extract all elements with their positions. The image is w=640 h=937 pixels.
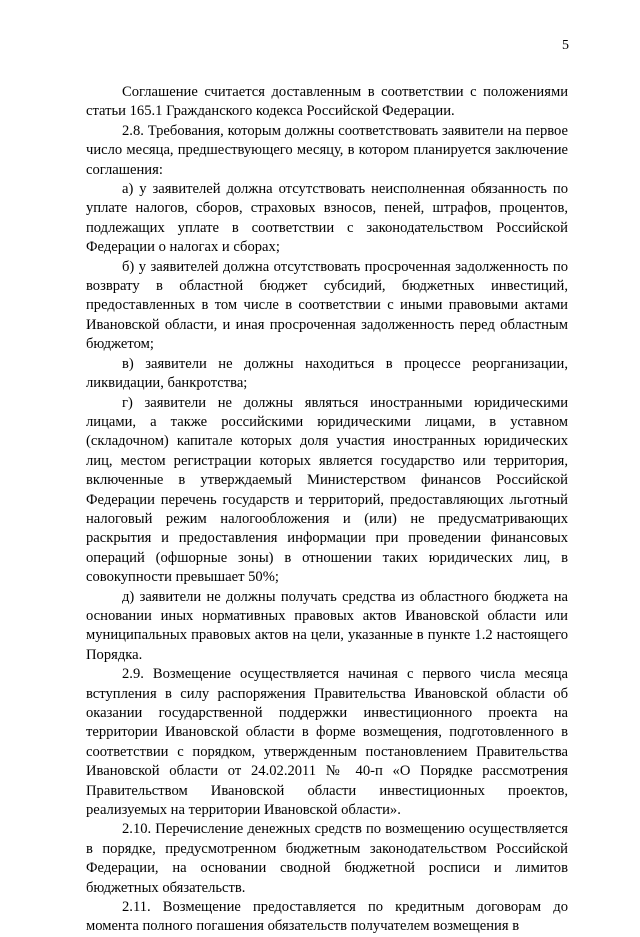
paragraph-requirement-d: д) заявители не должны получать средства из областного бюджета на основании иных нормативных правовых актов Ивановской области или муниципальных правовых актов на цели, указанные в пункте 1.2 настоящего Порядка. xyxy=(86,588,568,663)
document-body xyxy=(86,83,568,937)
paragraph-delivery: Соглашение считается доставленным в соответствии с положениями статьи 165.1 Гражданского кодекса Российской Федерации. xyxy=(86,84,568,120)
paragraph-requirement-g: г) заявители не должны являться иностранными юридическими лицами, а также российскими юридическими лицами, в уставном (складочном) капитале которых доля участия иностранных юридических лиц, местом регистрации которых является государство или территория, включенные в утверждаемый Министерством финансов Российской Федерации перечень государств и территорий, предоставляющих льготный налоговый режим налогообложения и (или) не предусматривающих раскрытия и предоставления информации при проведении финансовых операций (офшорные зоны) в отношении таких юридических лиц, в совокупности превышает 50%; xyxy=(86,394,568,586)
paragraph-2-11: 2.11. Возмещение предоставляется по кредитным договорам до момента полного погашения обязательств получателем возмещения в xyxy=(86,899,568,935)
paragraph-2-10: 2.10. Перечисление денежных средств по возмещению осуществляется в порядке, предусмотренном бюджетным законодательством Российской Федерации, на основании сводной бюджетной росписи и лимитов бюджетных обязательств. xyxy=(86,821,568,896)
paragraph-2-9: 2.9. Возмещение осуществляется начиная с первого числа месяца вступления в силу распоряжения Правительства Ивановской области об оказании государственной поддержки инвестиционного проекта на территории Ивановской области в форме возмещения, подготовленного в соответствии с порядком, утвержденным постановлением Правительства Ивановской области от 24.02.2011 № 40-п «О Порядке рассмотрения Правительством Ивановской области инвестиционных проектов, реализуемых на территории Ивановской области». xyxy=(86,666,568,819)
paragraph-2-8: 2.8. Требования, которым должны соответствовать заявители на первое число месяца, предшествующего месяцу, в котором планируется заключение соглашения: xyxy=(86,122,568,178)
page-number: 5 xyxy=(562,38,569,53)
paragraph-requirement-v: в) заявители не должны находиться в процессе реорганизации, ликвидации, банкротства; xyxy=(86,355,568,392)
paragraph-requirement-b: б) у заявителей должна отсутствовать просроченная задолженность по возврату в областной бюджет субсидий, бюджетных инвестиций, предоставленных в том числе в соответствии с иными правовыми актами Ивановской области, и иная просроченная задолженность перед областным бюджетом; xyxy=(86,258,568,353)
paragraph-requirement-a: а) у заявителей должна отсутствовать неисполненная обязанность по уплате налогов, сборов, страховых взносов, пеней, штрафов, процентов, подлежащих уплате в соответствии с законодательством Российской Федерации о налогах и сборах; xyxy=(86,181,568,256)
